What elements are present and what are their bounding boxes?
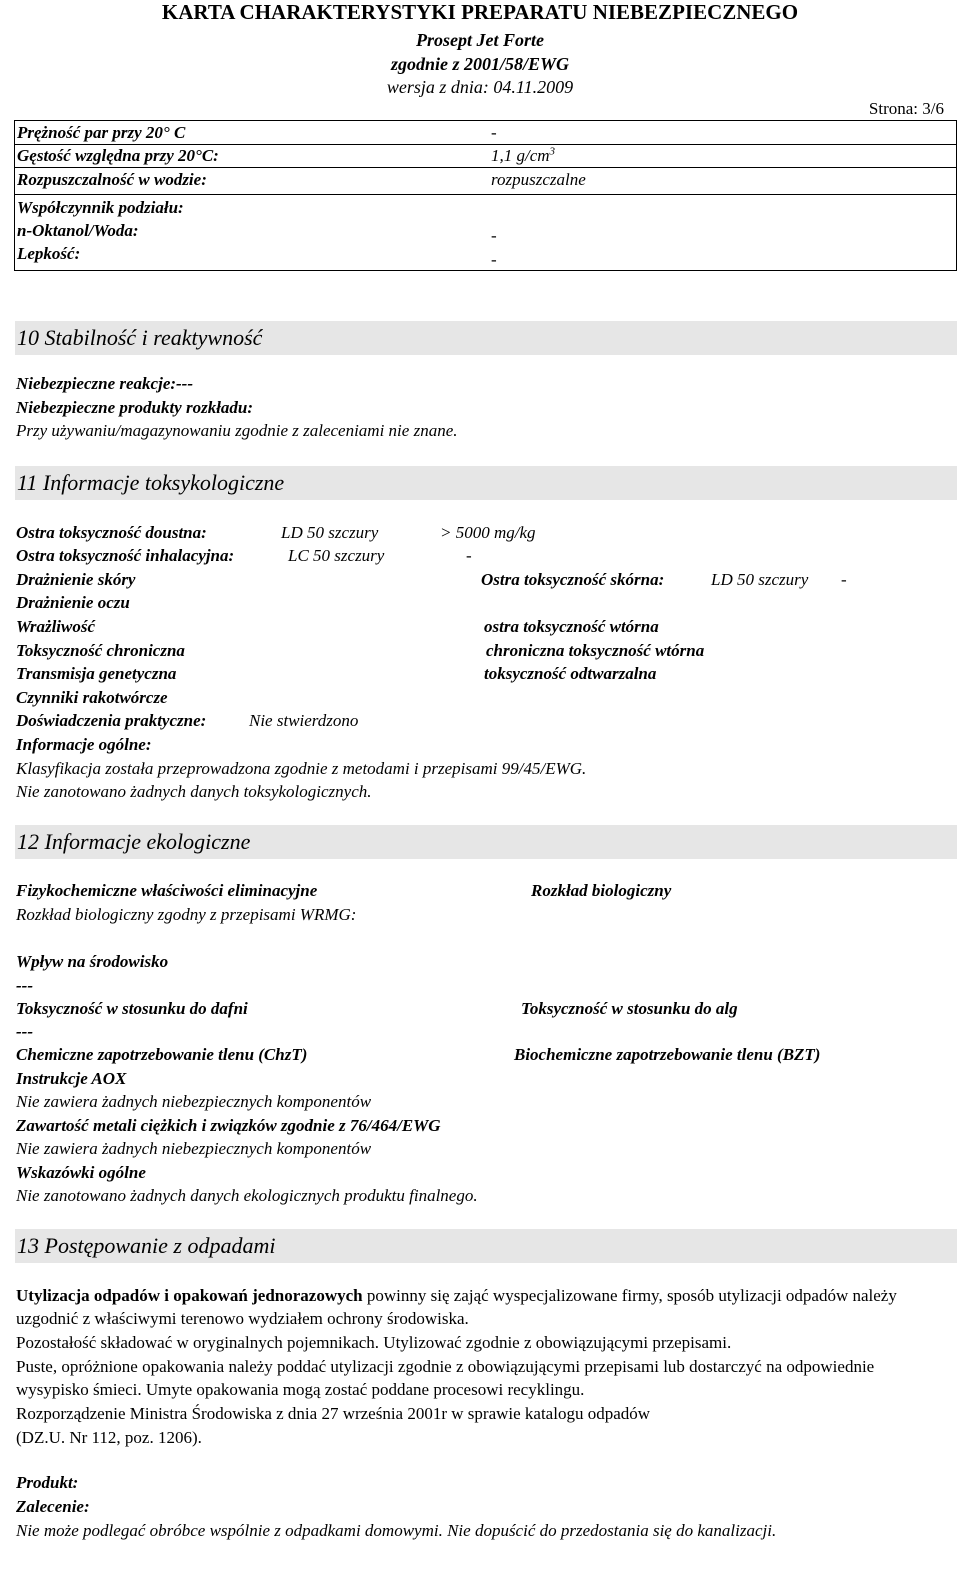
dash-line: --- (16, 1022, 33, 1041)
page-number: Strona: 3/6 (868, 99, 944, 118)
no-tox-data: Nie zanotowano żadnych danych toksykologicznych. (16, 782, 372, 801)
properties-table (14, 120, 957, 271)
inhalation-toxicity-test: LC 50 szczury (288, 546, 385, 565)
decomposition-products: Niebezpieczne produkty rozkładu: (16, 398, 254, 417)
daphnia-toxicity: Toksyczność w stosunku do dafni (16, 999, 248, 1018)
heavy-metals-label: Zawartość metali ciężkich i związków zgodnie z 76/464/EWG (16, 1116, 441, 1135)
heavy-metals-value: Nie zawiera żadnych niebezpiecznych komponentów (16, 1139, 372, 1158)
genetic-transmission: Transmisja genetyczna (16, 664, 177, 683)
algae-toxicity: Toksyczność w stosunku do alg (521, 999, 738, 1018)
waste-paragraph-4: Rozporządzenie Ministra Środowiska z dnia 27 września 2001r w sprawie katalogu odpadów (16, 1404, 651, 1423)
property-label: n-Oktanol/Woda: (17, 221, 139, 240)
version-date: wersja z dnia: 04.11.2009 (386, 77, 574, 97)
table-row (15, 145, 956, 168)
practical-experience-label: Doświadczenia praktyczne: (16, 711, 207, 730)
carcinogenic-factors: Czynniki rakotwórcze (16, 688, 168, 707)
dermal-toxicity-label: Ostra toksyczność skórna: (481, 570, 665, 589)
secondary-acute-toxicity: ostra toksyczność wtórna (484, 617, 659, 636)
table-row (15, 121, 956, 145)
section-13-heading: 13 Postępowanie z odpadami (15, 1229, 957, 1263)
directive-ref: zgodnie z 2001/58/EWG (390, 54, 570, 74)
inhalation-toxicity-value: - (466, 546, 472, 565)
property-label: Gęstość względna przy 20°C: (17, 146, 219, 165)
property-label: Rozpuszczalność w wodzie: (17, 170, 207, 189)
skin-irritation: Drażnienie skóry (16, 570, 136, 589)
dermal-toxicity-value: - (841, 570, 847, 589)
environmental-impact: Wpływ na środowisko (16, 952, 169, 971)
oral-toxicity-value: > 5000 mg/kg (440, 523, 536, 542)
sensitivity: Wrażliwość (16, 617, 96, 636)
decomposition-note: Przy używaniu/magazynowaniu zgodnie z zaleceniami nie znane. (16, 421, 458, 440)
reproductive-toxicity: toksyczność odtwarzalna (484, 664, 657, 683)
property-label: Współczynnik podziału: (17, 198, 184, 217)
table-row (15, 168, 956, 195)
biodegradation-note: Rozkład biologiczny zgodny z przepisami WRMG: (16, 905, 357, 924)
property-label: Lepkość: (17, 244, 81, 263)
general-info-label: Informacje ogólne: (16, 735, 152, 754)
classification-note: Klasyfikacja została przeprowadzona zgodnie z metodami i przepisami 99/45/EWG. (16, 759, 587, 778)
oral-toxicity-test: LD 50 szczury (281, 523, 379, 542)
waste-paragraph-5: (DZ.U. Nr 112, poz. 1206). (16, 1428, 202, 1447)
aox-label: Instrukcje AOX (16, 1069, 127, 1088)
waste-paragraph-1: Utylizacja odpadów i opakowań jednorazowych powinny się zająć wyspecjalizowane firmy, sposób utylizacji odpadów należy uzgodnić z właściwymi terenowo wydziałem ochrony środowiska. (16, 1286, 897, 1328)
general-guidance-label: Wskazówki ogólne (16, 1163, 146, 1182)
general-guidance-value: Nie zanotowano żadnych danych ekologicznych produktu finalnego. (16, 1186, 478, 1205)
aox-value: Nie zawiera żadnych niebezpiecznych komponentów (16, 1092, 372, 1111)
recommendation-text: Nie może podlegać obróbce wspólnie z odpadkami domowymi. Nie dopuścić do przedostania się do kanalizacji. (16, 1521, 777, 1540)
chronic-toxicity: Toksyczność chroniczna (16, 641, 185, 660)
waste-paragraph-2: Pozostałość składować w oryginalnych pojemnikach. Utylizować zgodnie z obowiązującymi przepisami. (16, 1333, 732, 1352)
waste-paragraph-3: Puste, opróżnione opakowania należy poddać utylizacji zgodnie z obowiązującymi przepisami lub dostarczyć na odpowiednie wysypisko śmieci. Umyte opakowania mogą zostać poddane procesowi recyklingu. (16, 1357, 875, 1399)
dermal-toxicity-test: LD 50 szczury (711, 570, 809, 589)
property-label: Prężność par przy 20° C (17, 123, 186, 142)
secondary-chronic-toxicity: chroniczna toksyczność wtórna (486, 641, 705, 660)
cod-label: Chemiczne zapotrzebowanie tlenu (ChzT) (16, 1045, 308, 1064)
property-value: - (491, 123, 497, 142)
dash-line: --- (16, 976, 33, 995)
section-10-heading: 10 Stabilność i reaktywność (15, 321, 957, 355)
oral-toxicity-label: Ostra toksyczność doustna: (16, 523, 207, 542)
dangerous-reactions: Niebezpieczne reakcje:--- (16, 374, 194, 393)
practical-experience-value: Nie stwierdzono (249, 711, 359, 730)
product-name: Prosept Jet Forte (416, 30, 544, 50)
document-title: KARTA CHARAKTERYSTYKI PREPARATU NIEBEZPIECZNEGO (161, 0, 799, 24)
product-label: Produkt: (16, 1473, 79, 1492)
property-value: rozpuszczalne (491, 170, 586, 189)
bod-label: Biochemiczne zapotrzebowanie tlenu (BZT) (514, 1045, 821, 1064)
recommendation-label: Zalecenie: (16, 1497, 90, 1516)
physchem-elimination: Fizykochemiczne właściwości eliminacyjne (16, 881, 318, 900)
biodegradation-label: Rozkład biologiczny (531, 881, 672, 900)
eye-irritation: Drażnienie oczu (16, 593, 130, 612)
section-12-heading: 12 Informacje ekologiczne (15, 825, 957, 859)
property-value: - (491, 226, 497, 245)
inhalation-toxicity-label: Ostra toksyczność inhalacyjna: (16, 546, 235, 565)
section-11-heading: 11 Informacje toksykologiczne (15, 466, 957, 500)
property-value: - (491, 250, 497, 269)
table-row (15, 195, 956, 270)
property-value: 1,1 $g/cm^3$ (491, 145, 556, 165)
